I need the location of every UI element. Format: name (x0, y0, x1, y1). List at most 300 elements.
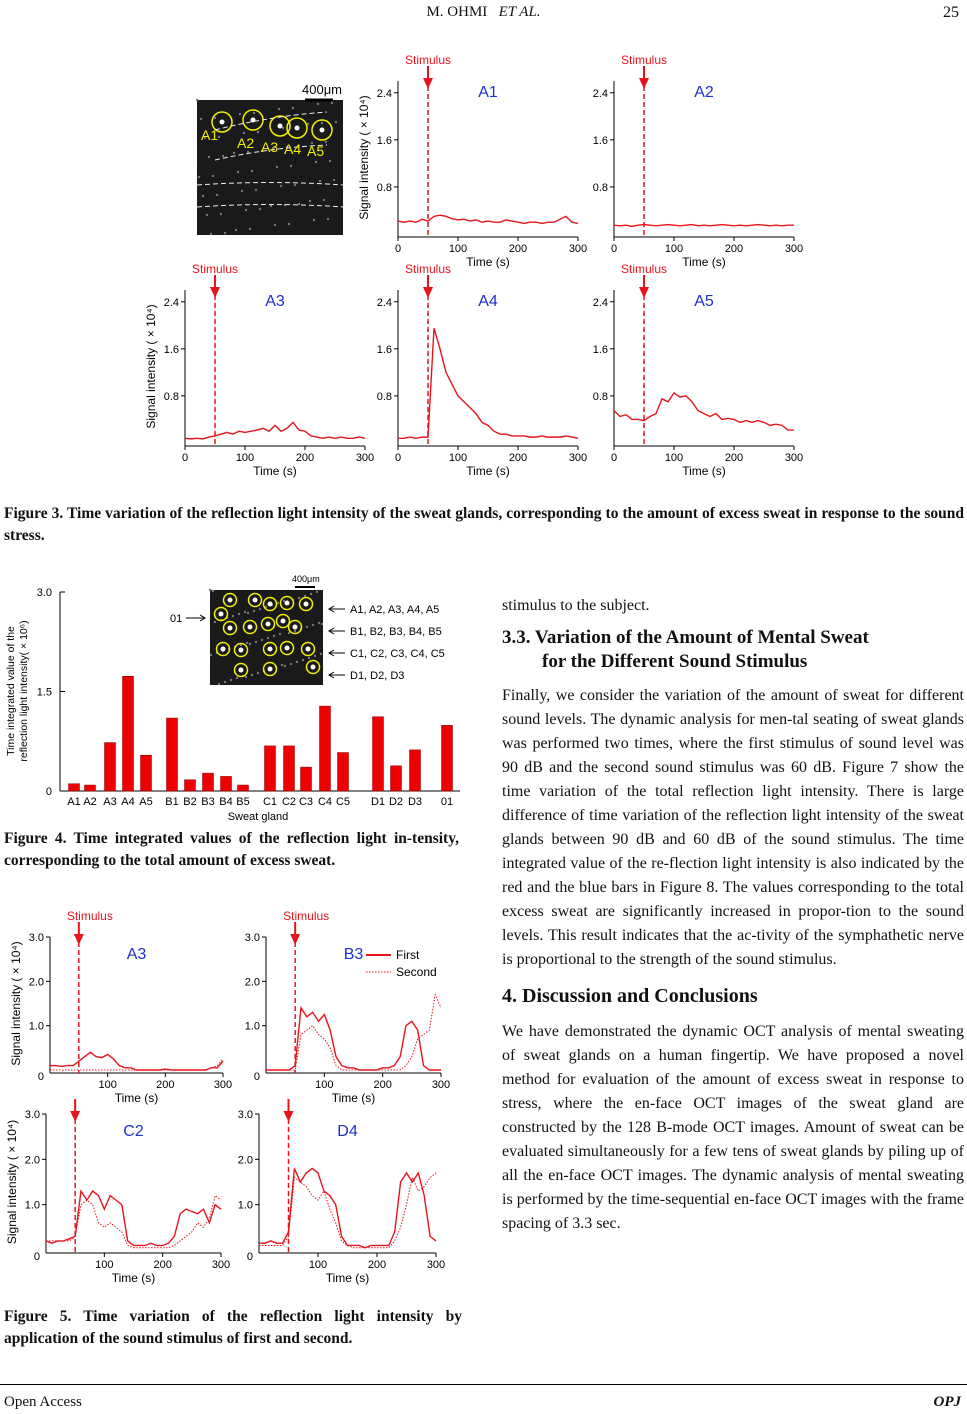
series-second (50, 1059, 223, 1070)
series-signal (614, 225, 794, 227)
series-signal (614, 393, 794, 430)
x-tick-label: 200 (295, 452, 315, 464)
plot-f3-A4 (377, 262, 587, 478)
sweat-gland-spot (295, 126, 300, 131)
speckle (237, 171, 239, 173)
plot-f5-C2 (5, 1099, 230, 1285)
sweat-gland-spot (285, 601, 290, 606)
speckle (318, 622, 320, 624)
series-signal (185, 422, 365, 438)
row-label: D1, D2, D3 (350, 670, 405, 682)
speckle (241, 190, 243, 192)
y-axis-label: Signal intensity ( × 10⁴) (9, 941, 23, 1066)
bar-B5 (238, 785, 249, 791)
panel-label: A2 (694, 84, 714, 101)
y-tick-label: 2.4 (592, 296, 608, 309)
speckle (294, 184, 296, 186)
speckle (230, 679, 232, 681)
y-tick-label: 2.0 (244, 976, 260, 989)
y-axis-label-line2: reflection light intensity( × 10⁶) (18, 620, 30, 762)
section-4-body: We have demonstrated the dynamic OCT analysis of mental sweating of sweat glands on a human fingertip. We have proposed a novel method for evaluation of the amount of excess sweat in response to stress, where the en-face OCT images of the sweat gland are constructed by the 128 B-mode OCT images. Amount of sweat can be evaluated simultaneously for a few tens of sweat glands by piling up of all the en-face OCT images. The dynamic analysis of mental sweating is performed by the time-sequential en-face OCT images with the frame spacing of 3.3 sec. (502, 1023, 964, 1232)
x-tick-label: 200 (508, 243, 528, 255)
speckle (246, 642, 248, 644)
figure3-caption: Figure 3. Time variation of the reflection light intensity of the sweat glands, corresponding to the amount of excess sweat in response to the sound stress. (4, 505, 964, 544)
legend-label-second: Second (396, 965, 437, 979)
x-tick-label: 300 (211, 1259, 231, 1271)
x-tick-label: 100 (98, 1079, 117, 1091)
speckle (198, 176, 200, 178)
speckle (255, 641, 257, 643)
y-tick-label: 0.8 (376, 181, 392, 194)
micrograph-label: A2 (237, 135, 255, 151)
y-tick-label: 0.8 (376, 390, 392, 403)
section-3-3-heading (502, 626, 964, 674)
section-3-3-title-line2: for the Different Sound Stimulus (542, 651, 808, 672)
speckle (274, 224, 276, 226)
micrograph-label: A4 (284, 141, 302, 157)
panel-label: B3 (343, 946, 364, 963)
stimulus-label: Stimulus (404, 262, 452, 276)
x-tick-label: 300 (568, 243, 588, 255)
plot-f3-A5 (593, 262, 803, 478)
x-tick-label: 200 (156, 1079, 175, 1091)
speckle (239, 113, 241, 115)
y-tick-label: 2.4 (163, 296, 179, 309)
scale-bar-label: 400μm (292, 574, 320, 584)
x-tick-label: 0 (610, 243, 618, 255)
arrow-right-icon (186, 615, 205, 621)
x-tick-label: 100 (664, 243, 684, 255)
x-tick-label: B5 (236, 796, 250, 808)
page-number: 25 (943, 4, 959, 21)
speckle (284, 665, 286, 667)
speckle (280, 185, 282, 187)
speckle (329, 160, 331, 162)
sweat-gland-spot (311, 665, 316, 670)
speckle (243, 132, 245, 134)
panel-label: A5 (694, 293, 714, 310)
speckle (210, 654, 212, 656)
section-3-3-body: Finally, we consider the variation of the amount of sweat for different sound levels. The dynamic analysis for men-tal seating of sweat glands was performed two times, where the first stimulus of sound level was 90 dB and the second sound stimulus was 60 dB. Figure 7 show the time variation of the total reflection light intensity. There is large difference of time variation of the reflection light intensity of the sweat glands between 90 dB and 60 dB of the sound stimulus. The time integrated value of the re-flection light intensity is also indicated by the red and the blue bars in Figure 8. The values corresponding to the total excess sweat are significantly increased in propor-tion to the sound levels. This result indicates that the ac-tivity of the symphathetic nerve is proportional to the strength of the sound stimulus. (502, 687, 964, 968)
y-tick-label: 3.0 (24, 1109, 40, 1121)
plot-f5-B3 (245, 909, 450, 1105)
speckle (238, 613, 240, 615)
speckle (298, 597, 300, 599)
panel-label: D4 (337, 1123, 358, 1140)
y-tick-label: 2.0 (28, 976, 44, 989)
speckle (220, 213, 222, 215)
x-tick-label: 100 (664, 452, 684, 464)
stimulus-arrow-icon (74, 934, 84, 945)
y-tick-label: 1.0 (237, 1199, 253, 1212)
x-tick-label: C5 (335, 796, 351, 808)
y-tick-label: 0 (253, 1071, 260, 1083)
stimulus-arrow-icon (284, 1111, 294, 1122)
speckle (314, 655, 316, 657)
x-axis-label: Time (s) (466, 464, 510, 478)
x-axis-label: Time (s) (325, 1271, 370, 1285)
stimulus-arrow-icon (210, 287, 220, 298)
stimulus-arrow-icon (639, 78, 649, 89)
speckle (251, 674, 253, 676)
x-tick-label: 100 (95, 1259, 114, 1271)
speckle (267, 637, 269, 639)
plot-f5-A3 (9, 909, 232, 1105)
speckle (294, 630, 296, 632)
x-tick-label: 300 (213, 1079, 233, 1091)
bar-B2 (185, 780, 196, 791)
y-axis-label-line1: Time integrated value of the (5, 626, 17, 756)
x-axis-label: Time (s) (682, 464, 726, 478)
x-axis-label: Time (s) (466, 255, 510, 269)
speckle (273, 635, 275, 637)
speckle (315, 161, 317, 163)
sweat-gland-spot (304, 602, 309, 607)
x-tick-label: 100 (315, 1079, 334, 1091)
speckle (255, 189, 257, 191)
bar-A2 (85, 785, 96, 791)
sweat-gland-spot (248, 625, 253, 630)
micrograph-label: A3 (261, 139, 279, 155)
panel-label: C2 (123, 1123, 144, 1140)
header-etal: ET AL. (498, 4, 541, 20)
speckle (316, 591, 318, 593)
stimulus-label: Stimulus (66, 909, 113, 923)
speckle (261, 639, 263, 641)
speckle (212, 175, 214, 177)
y-tick-label: 1.6 (592, 343, 608, 356)
figure3-micrograph (196, 99, 343, 235)
bar-B3 (203, 773, 214, 791)
speckle (319, 180, 321, 182)
stimulus-arrow-icon (290, 934, 300, 945)
right-column (502, 594, 964, 1236)
series-first (46, 1191, 221, 1245)
row-label: A1, A2, A3, A4, A5 (350, 604, 440, 616)
speckle (209, 589, 211, 591)
x-axis-label: Time (s) (331, 1091, 376, 1105)
section-3-3-title-line1: 3.3. Variation of the Amount of Mental Sweat (502, 627, 869, 648)
bar-C1 (265, 746, 276, 791)
speckle (212, 590, 214, 592)
pointer-label: 01 (170, 613, 183, 625)
series-signal (398, 215, 578, 223)
bar-B4 (221, 776, 232, 791)
y-tick-label: 0 (45, 786, 52, 798)
speckle (320, 653, 322, 655)
y-tick-label: 1.6 (376, 134, 392, 147)
x-tick-label: C3 (298, 796, 314, 808)
y-tick-label: 1.0 (28, 1020, 44, 1033)
row-label: C1, C2, C3, C4, C5 (350, 648, 445, 660)
speckle (310, 593, 312, 595)
speckle (306, 626, 308, 628)
legend-label-first: First (396, 948, 420, 962)
speckle (312, 624, 314, 626)
x-tick-label: 300 (426, 1259, 446, 1271)
speckle (321, 623, 323, 625)
y-tick-label: 0.8 (592, 390, 608, 403)
bar-A1 (69, 784, 80, 791)
x-tick-label: A3 (103, 796, 117, 808)
x-tick-label: 300 (568, 452, 588, 464)
x-tick-label: 01 (440, 796, 454, 808)
speckle (321, 122, 323, 124)
speckle (244, 611, 246, 613)
speckle (313, 219, 315, 221)
series-signal (398, 328, 578, 438)
y-axis-label: Signal intensity ( × 10⁴) (144, 304, 158, 429)
header-authors: M. OHMI (426, 4, 488, 20)
x-tick-label: 0 (181, 452, 189, 464)
speckle (327, 218, 329, 220)
section-4-heading: 4. Discussion and Conclusions (502, 985, 758, 1007)
x-tick-label: 200 (724, 452, 744, 464)
x-tick-label: 0 (394, 243, 402, 255)
speckle (325, 141, 327, 143)
speckle (259, 608, 261, 610)
bar-D1 (373, 717, 384, 791)
speckle (257, 672, 259, 674)
x-tick-label: 100 (235, 452, 255, 464)
sweat-gland-spot (239, 668, 244, 673)
speckle (290, 165, 292, 167)
speckle (292, 107, 294, 109)
sweat-gland-spot (219, 612, 224, 617)
speckle (333, 179, 335, 181)
x-tick-label: 300 (355, 452, 375, 464)
x-tick-label: 200 (367, 1259, 387, 1271)
sweat-gland-spot (306, 647, 311, 652)
bar-01 (442, 725, 453, 791)
speckle (296, 661, 298, 663)
stimulus-label: Stimulus (283, 909, 330, 923)
speckle (298, 203, 300, 205)
y-tick-label: 2.0 (24, 1154, 40, 1167)
speckle (249, 228, 251, 230)
x-tick-label: 100 (448, 243, 468, 255)
sweat-gland-spot (278, 124, 283, 129)
y-tick-label: 1.5 (36, 686, 52, 699)
speckle (247, 612, 249, 614)
x-tick-label: B1 (165, 796, 179, 808)
sweat-gland-spot (293, 625, 298, 630)
bar-D2 (391, 766, 402, 791)
x-tick-label: 300 (431, 1079, 451, 1091)
sweat-gland-spot (253, 598, 258, 603)
bar-A4 (123, 676, 134, 791)
y-tick-label: 0.8 (163, 390, 179, 403)
speckle (288, 632, 290, 634)
stimulus-arrow-icon (639, 287, 649, 298)
y-tick-label: 1.6 (163, 343, 179, 356)
plot-f3-A2 (593, 53, 803, 269)
sweat-gland-spot (268, 667, 273, 672)
x-axis-label: Time (s) (114, 1091, 159, 1105)
bar-C4 (320, 706, 331, 791)
speckle (308, 657, 310, 659)
x-tick-label: 100 (448, 452, 468, 464)
speckle (233, 152, 235, 154)
speckle (253, 112, 255, 114)
figure4-micrograph (209, 589, 323, 685)
sweat-gland-spot (266, 622, 271, 627)
speckle (206, 214, 208, 216)
micrograph-label: A1 (201, 127, 219, 143)
footer-abbrev: OPJ (933, 1394, 961, 1410)
x-tick-label: 200 (508, 452, 528, 464)
speckle (245, 676, 247, 678)
speckle (218, 683, 220, 685)
figure5-caption: Figure 5. Time variation of the reflection light intensity by application of the sound stimulus of first and second. (4, 1308, 462, 1347)
bar-A5 (141, 755, 152, 791)
speckle (202, 195, 204, 197)
speckle (224, 232, 226, 234)
series-second (46, 1196, 221, 1248)
x-tick-label: A5 (139, 796, 153, 808)
speckle (222, 155, 224, 157)
series-first (259, 1168, 436, 1247)
speckle (232, 615, 234, 617)
series-second (266, 995, 441, 1070)
speckle (249, 643, 251, 645)
x-tick-label: 200 (724, 243, 744, 255)
speckle (302, 659, 304, 661)
x-tick-label: C2 (281, 796, 297, 808)
plot-f3-A3 (144, 262, 374, 478)
x-axis-label: Sweat gland (227, 811, 289, 823)
speckle (214, 117, 216, 119)
stimulus-label: Stimulus (620, 53, 668, 67)
y-tick-label: 0.8 (592, 181, 608, 194)
y-tick-label: 0 (33, 1251, 40, 1263)
speckle (218, 136, 220, 138)
x-tick-label: D2 (388, 796, 404, 808)
bar-B1 (167, 718, 178, 791)
x-axis-label: Time (s) (253, 464, 297, 478)
sweat-gland-spot (320, 128, 325, 133)
y-tick-label: 1.0 (24, 1199, 40, 1212)
y-axis-label: Signal intensity ( × 10⁴) (5, 1119, 19, 1245)
speckle (224, 681, 226, 683)
speckle (208, 156, 210, 158)
sweat-gland-spot (281, 619, 286, 624)
speckle (278, 108, 280, 110)
panel-label: A4 (478, 293, 498, 310)
x-tick-label: B4 (219, 796, 233, 808)
plot-f5-D4 (238, 1099, 445, 1285)
stimulus-label: Stimulus (404, 53, 452, 67)
speckle (251, 170, 253, 172)
scale-bar-label: 400μm (302, 82, 343, 97)
intro-line: stimulus to the subject. (502, 597, 650, 614)
x-tick-label: 200 (373, 1079, 392, 1091)
speckle (290, 663, 292, 665)
x-tick-label: 300 (784, 243, 804, 255)
stimulus-label: Stimulus (620, 262, 668, 276)
x-tick-label: B2 (183, 796, 197, 808)
y-tick-label: 1.6 (376, 343, 392, 356)
y-tick-label: 3.0 (28, 932, 44, 944)
y-axis-label: Signal intensity ( × 10⁴) (357, 95, 371, 220)
speckle (331, 102, 333, 104)
x-tick-label: D1 (370, 796, 386, 808)
stimulus-arrow-icon (423, 287, 433, 298)
y-tick-label: 2.4 (376, 87, 392, 100)
speckle (210, 233, 212, 235)
stimulus-arrow-icon (70, 1111, 80, 1122)
sweat-gland-spot (268, 602, 273, 607)
y-tick-label: 0 (246, 1251, 253, 1263)
figure4-caption: Figure 4. Time integrated values of the reflection light in-tensity, corresponding to the total amount of excess sweat. (4, 830, 459, 869)
series-first (266, 1008, 441, 1070)
x-tick-label: 200 (153, 1259, 172, 1271)
plot-f3-A1 (357, 53, 587, 269)
y-tick-label: 2.4 (376, 296, 392, 309)
x-axis-label: Time (s) (682, 255, 726, 269)
speckle (253, 610, 255, 612)
bar-D3 (410, 750, 421, 791)
footer-rule (0, 1384, 967, 1385)
speckle (288, 223, 290, 225)
y-tick-label: 3.0 (36, 587, 52, 599)
x-tick-label: A1 (67, 796, 81, 808)
speckle (214, 621, 216, 623)
stimulus-label: Stimulus (191, 262, 239, 276)
speckle (257, 131, 259, 133)
arrow-left-icon (329, 672, 345, 678)
arrow-left-icon (329, 606, 345, 612)
x-tick-label: 0 (610, 452, 618, 464)
x-axis-label: Time (s) (111, 1271, 156, 1285)
series-first (50, 1052, 223, 1070)
speckle (236, 677, 238, 679)
panel-label: A3 (265, 293, 285, 310)
speckle (335, 121, 337, 123)
x-tick-label: D3 (407, 796, 423, 808)
x-tick-label: 300 (784, 452, 804, 464)
arrow-left-icon (329, 628, 345, 634)
row-label: B1, B2, B3, B4, B5 (350, 626, 442, 638)
x-tick-label: C1 (262, 796, 278, 808)
y-tick-label: 1.6 (592, 134, 608, 147)
bar-A3 (105, 743, 116, 791)
speckle (200, 118, 202, 120)
panel-label: A1 (478, 84, 498, 101)
sweat-gland-spot (285, 646, 290, 651)
bar-C2 (284, 746, 295, 791)
y-tick-label: 2.0 (237, 1154, 253, 1167)
speckle (270, 205, 272, 207)
y-tick-label: 1.0 (244, 1020, 260, 1033)
x-tick-label: 0 (394, 452, 402, 464)
micrograph-label: A5 (307, 143, 325, 159)
speckle (276, 166, 278, 168)
y-tick-label: 2.4 (592, 87, 608, 100)
speckle (281, 664, 283, 666)
x-tick-label: A4 (121, 796, 135, 808)
bar-C3 (301, 767, 312, 791)
sweat-gland-spot (239, 648, 244, 653)
sweat-gland-spot (268, 647, 273, 652)
speckle (196, 99, 198, 101)
stimulus-arrow-icon (423, 78, 433, 89)
x-tick-label: C4 (317, 796, 333, 808)
speckle (279, 633, 281, 635)
sweat-gland-spot (220, 120, 225, 125)
y-tick-label: 3.0 (244, 932, 260, 944)
x-tick-label: 100 (308, 1259, 328, 1271)
